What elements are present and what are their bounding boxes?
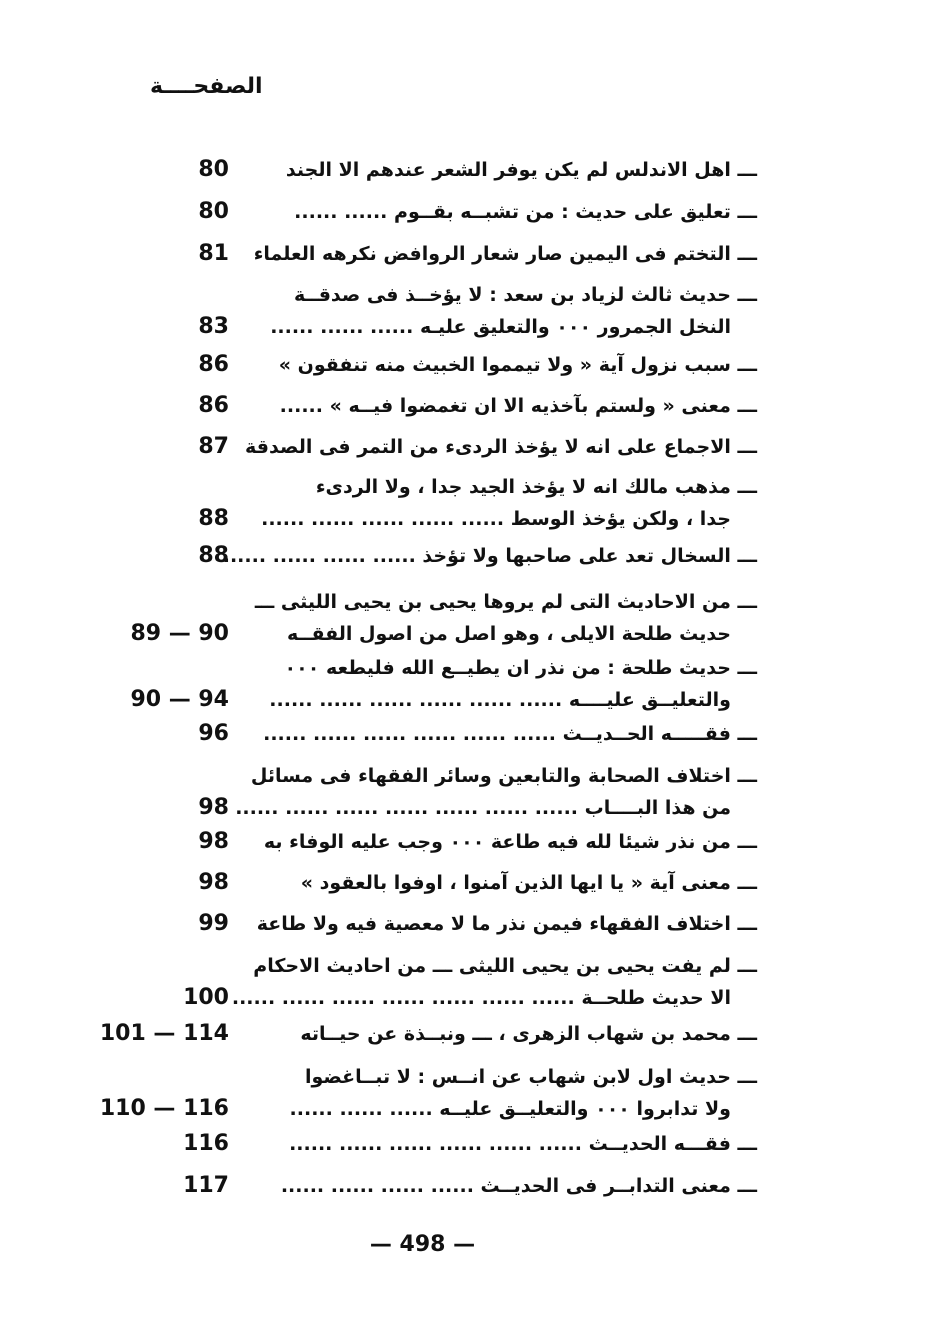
entry-page-number: 110 — 116: [99, 1096, 229, 1121]
entry-line: ـــ مذهب مالك انه لا يؤخذ الجيد جدا ، ولا الردىء: [315, 476, 757, 498]
entry-page-number: 86: [198, 393, 229, 418]
entry-line: النخل الجمرور ۰۰۰ والتعليق عليـه ...... ...... ......: [270, 316, 731, 338]
entry-line: ـــ اهل الاندلس لم يكن يوفر الشعر عندهم الا الجند: [285, 159, 757, 181]
entry-line: ـــ تعليق على حديث : من تشبــه بقــوم ...... ......: [294, 201, 757, 223]
entry-text: [252, 586, 757, 650]
entry-text: [252, 154, 757, 186]
entry-text: [252, 390, 757, 422]
entry-page-number: 83: [198, 314, 229, 339]
entry-text: [231, 950, 757, 1014]
entry-text: [252, 1170, 757, 1202]
entry-page-number: 88: [198, 543, 229, 568]
entry-page-number: 86: [198, 352, 229, 377]
entry-page-number: 88: [198, 506, 229, 531]
entry-text: [235, 760, 757, 824]
entry-line: الا حديث طلحــة ...... ...... ...... ...... ...... ...... ......: [231, 987, 731, 1009]
entry-text: [252, 908, 757, 940]
entry-line: ـــ من نذر شيئا لله فيه طاعة ۰۰۰ وجب عليه الوفاء به: [263, 831, 757, 853]
entry-text: [252, 1128, 757, 1160]
entry-text: [252, 279, 757, 343]
entry-line: ـــ معنى التدابــر فى الحديــث ...... ...... ...... ......: [280, 1175, 757, 1197]
entry-page-number: 89 — 90: [130, 621, 229, 646]
entry-line: جدا ، ولكن يؤخذ الوسط ...... ...... ...... ...... ......: [261, 508, 731, 530]
entry-page-number: 99: [198, 911, 229, 936]
entry-text: [245, 431, 757, 463]
entry-line: ـــ لم يفت يحيى بن يحيى الليثى ـــ من احاديث الاحكام: [253, 955, 757, 977]
entry-page-number: 117: [183, 1173, 229, 1198]
entry-page-number: 81: [198, 241, 229, 266]
entry-text: [252, 1018, 757, 1050]
entry-text: [252, 238, 757, 270]
entry-page-number: 96: [198, 721, 229, 746]
entry-line: ـــ حديث اول لابن شهاب عن انــس : لا تبــاغضوا: [304, 1066, 757, 1088]
entry-page-number: 100: [183, 985, 229, 1010]
entry-line: ـــ حديث طلحة : من نذر ان يطيــع الله فليطعه ۰۰۰: [284, 657, 757, 679]
entry-page-number: 101 — 114: [99, 1021, 229, 1046]
entry-line: ـــ محمد بن شهاب الزهرى ، ـــ ونبــذة عن حيــاته: [300, 1023, 757, 1045]
entry-line: ـــ معنى « ولستم بآخذيه الا ان تغمضوا فيــه » ......: [279, 395, 757, 417]
entry-line: حديث طلحة الايلى ، وهو اصل من اصول الفقــه: [286, 623, 731, 645]
entry-line: من هذا البــــاب ...... ...... ...... ...... ...... ...... ......: [235, 797, 731, 819]
entry-line: ـــ حديث ثالث لزياد بن سعد : لا يؤخــذ فى صدقــة: [293, 284, 757, 306]
entry-line: ولا تدابروا ۰۰۰ والتعليــق عليــه ...... ...... ......: [289, 1098, 731, 1120]
entry-page-number: 98: [198, 795, 229, 820]
entry-line: ـــ سبب نزول آية « ولا تيمموا الخبيث منه تنفقون »: [278, 354, 757, 376]
entry-page-number: 87: [198, 434, 229, 459]
entry-text: [252, 471, 757, 535]
entry-page-number: 80: [198, 157, 229, 182]
entry-line: ـــ فقـــه الحديــث ...... ...... ...... ...... ...... ......: [289, 1133, 757, 1155]
entry-line: ـــ فقـــــه الحــديــث ...... ...... ...... ...... ...... ......: [263, 723, 757, 745]
entry-line: ـــ معنى آية « يا ايها الذين آمنوا ، اوفوا بالعقود »: [300, 872, 757, 894]
entry-text: [252, 1061, 757, 1125]
entry-line: ـــ التختم فى اليمين صار شعار الروافض نكرهه العلماء: [253, 243, 757, 265]
entry-page-number: 90 — 94: [130, 687, 229, 712]
entry-line: ـــ الاجماع على انه لا يؤخذ الردىء من التمر فى الصدقة: [245, 436, 757, 458]
entry-line: والتعليــق عليــــه ...... ...... ...... ...... ...... ......: [269, 689, 731, 711]
entry-text: [222, 540, 757, 572]
entry-text: [252, 196, 757, 228]
entry-text: [252, 718, 757, 750]
entry-text: [252, 652, 757, 716]
entry-page-number: 98: [198, 870, 229, 895]
entry-line: ـــ السخال تعد على صاحبها ولا تؤخذ ...... ...... ...... ......: [222, 545, 757, 567]
entry-page-number: 98: [198, 829, 229, 854]
entry-text: [252, 349, 757, 381]
entry-line: ـــ اختلاف الصحابة والتابعين وسائر الفقهاء فى مسائل: [250, 765, 757, 787]
entry-line: ـــ اختلاف الفقهاء فيمن نذر ما لا معصية فيه ولا طاعة: [256, 913, 757, 935]
entry-text: [252, 826, 757, 858]
entry-line: ـــ من الاحاديث التى لم يروها يحيى بن يحيى الليثى ـــ: [254, 591, 757, 613]
footer-page-number: — 498 —: [369, 1232, 476, 1257]
page-column-header: الصفحــــة: [150, 74, 263, 99]
entry-text: [252, 867, 757, 899]
entry-page-number: 80: [198, 199, 229, 224]
entry-page-number: 116: [183, 1131, 229, 1156]
